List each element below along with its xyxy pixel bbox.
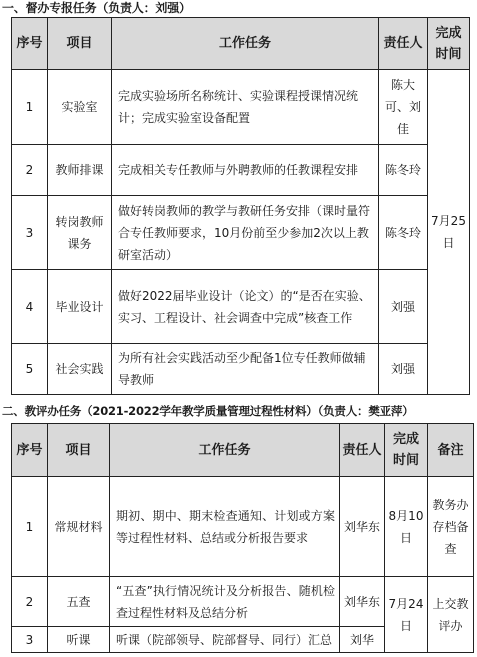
cell-item: 五查	[48, 577, 110, 627]
cell-owner: 陈冬玲	[379, 145, 428, 196]
cell-no: 4	[12, 270, 48, 344]
table-row	[12, 577, 474, 627]
cell-time: 7月24日	[385, 577, 428, 653]
cell-item: 转岗教师课务	[48, 196, 112, 270]
cell-item: 社会实践	[48, 344, 112, 395]
table-row	[12, 270, 470, 344]
section2-table	[11, 423, 474, 653]
cell-owner: 刘强	[379, 270, 428, 344]
cell-owner: 刘华东	[340, 477, 385, 577]
header-owner: 责任人	[340, 424, 385, 477]
header-no: 序号	[12, 424, 48, 477]
table-header-row	[12, 424, 474, 477]
header-task: 工作任务	[112, 18, 379, 70]
table-row	[12, 145, 470, 196]
cell-task: 做好转岗教师的教学与教研任务安排（课时量符合专任教师要求，10月份前至少参加2次以上教研室活动）	[112, 196, 379, 270]
cell-item: 听课	[48, 627, 110, 653]
header-no: 序号	[12, 18, 48, 70]
cell-task: 听课（院部领导、院部督导、同行）汇总	[110, 627, 340, 653]
cell-no: 3	[12, 196, 48, 270]
cell-task: 期初、期中、期末检查通知、计划或方案等过程性材料、总结或分析报告要求	[110, 477, 340, 577]
cell-no: 2	[12, 577, 48, 627]
table-row	[12, 477, 474, 577]
cell-owner: 刘强	[379, 344, 428, 395]
cell-item: 毕业设计	[48, 270, 112, 344]
cell-task: 完成相关专任教师与外聘教师的任教课程安排	[112, 145, 379, 196]
header-item: 项目	[48, 424, 110, 477]
cell-no: 1	[12, 477, 48, 577]
cell-owner: 刘华	[340, 627, 385, 653]
cell-no: 2	[12, 145, 48, 196]
cell-time: 8月10日	[385, 477, 428, 577]
table-row	[12, 196, 470, 270]
header-owner: 责任人	[379, 18, 428, 70]
cell-task: 为所有社会实践活动至少配备1位专任教师做辅导教师	[112, 344, 379, 395]
cell-item: 教师排课	[48, 145, 112, 196]
cell-task: 做好2022届毕业设计（论文）的“是否在实验、实习、工程设计、社会调查中完成”核查工作	[112, 270, 379, 344]
cell-time-merged: 7月25日	[428, 70, 470, 395]
cell-no: 5	[12, 344, 48, 395]
cell-task: 完成实验场所名称统计、实验课程授课情况统计；完成实验室设备配置	[112, 70, 379, 145]
header-time: 完成时间	[385, 424, 428, 477]
cell-owner: 陈大可、刘佳	[379, 70, 428, 145]
cell-note: 教务办存档备查	[428, 477, 474, 577]
table-row	[12, 344, 470, 395]
header-task: 工作任务	[110, 424, 340, 477]
cell-item: 实验室	[48, 70, 112, 145]
header-item: 项目	[48, 18, 112, 70]
header-note: 备注	[428, 424, 474, 477]
table-header-row	[12, 18, 470, 70]
cell-no: 1	[12, 70, 48, 145]
header-time: 完成时间	[428, 18, 470, 70]
section1-table	[11, 17, 470, 395]
cell-owner: 刘华东	[340, 577, 385, 627]
cell-owner: 陈冬玲	[379, 196, 428, 270]
cell-item: 常规材料	[48, 477, 110, 577]
cell-note: 上交教评办	[428, 577, 474, 653]
cell-no: 3	[12, 627, 48, 653]
table-row	[12, 70, 470, 145]
section2-title: 二、教评办任务（2021-2022学年教学质量管理过程性材料）（负责人：樊亚萍）	[2, 404, 414, 418]
cell-task: “五查”执行情况统计及分析报告、随机检查过程性材料及总结分析	[110, 577, 340, 627]
section1-title: 一、督办专报任务（负责人：刘强）	[2, 1, 191, 15]
